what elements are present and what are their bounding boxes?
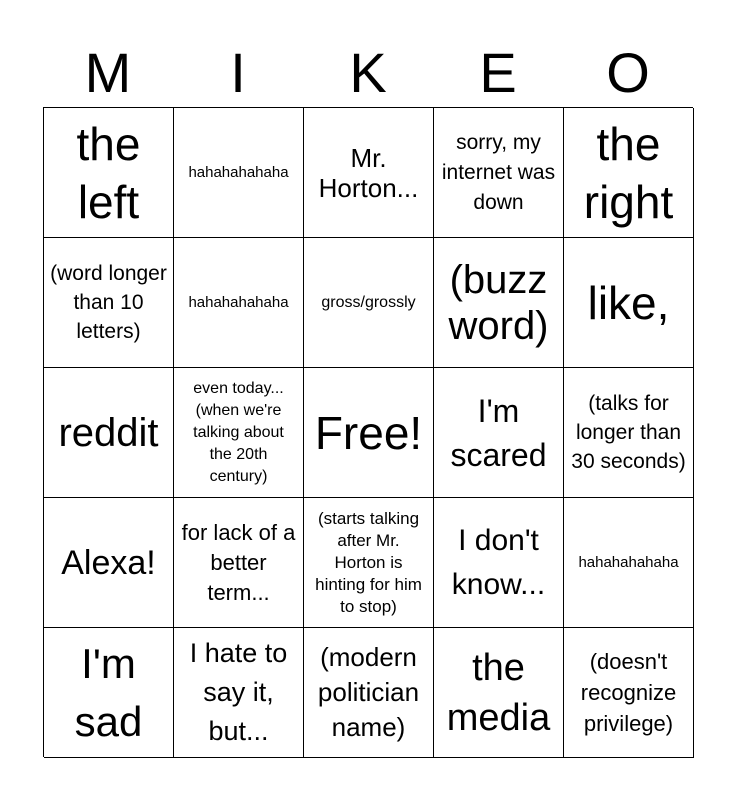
bingo-cell-r1c3[interactable] [304,108,434,238]
bingo-cell-r1c2[interactable] [174,108,304,238]
cell-text: the media [446,646,551,739]
bingo-cell-r1c5[interactable] [564,108,694,238]
cell-text: sorry, my internet was down [441,130,556,214]
cell-text: Alexa! [61,543,156,582]
cell-text: I don't know... [451,523,546,601]
bingo-board [43,107,693,757]
cell-text: I hate to say it, but... [189,638,288,746]
bingo-cell-r1c4[interactable] [434,108,564,238]
cell-text: Free! [314,406,423,459]
bingo-cell-r4c1[interactable] [44,498,174,628]
header-letter-i: I [230,41,246,104]
bingo-cell-r2c1[interactable] [44,238,174,368]
bingo-cell-r3c5[interactable] [564,368,694,498]
bingo-cell-r1c1[interactable] [44,108,174,238]
bingo-header [43,40,693,106]
bingo-cell-r3c4[interactable] [434,368,564,498]
header-letter-k: K [349,41,387,104]
cell-text: I'm scared [450,392,547,473]
bingo-cell-r4c4[interactable] [434,498,564,628]
bingo-cell-r5c3[interactable] [304,628,434,758]
cell-text: Mr. Horton... [318,142,419,203]
cell-text: reddit [58,410,159,455]
bingo-cell-r4c2[interactable] [174,498,304,628]
bingo-cell-r2c3[interactable] [304,238,434,368]
cell-text: (doesn't recognize privilege) [580,649,677,736]
bingo-cell-r3c1[interactable] [44,368,174,498]
cell-text: the right [583,117,674,228]
cell-text: (word longer than 10 letters) [50,262,167,343]
cell-text: (talks for longer than 30 seconds) [571,392,686,473]
header-letter-m: M [84,41,132,104]
cell-text: hahahahahaha [188,293,289,311]
bingo-cell-r2c2[interactable] [174,238,304,368]
header-letter-e: E [479,41,517,104]
cell-text: (modern politician name) [317,642,420,742]
bingo-cell-r5c1[interactable] [44,628,174,758]
cell-text: (buzz word) [448,257,549,348]
bingo-cell-r2c5[interactable] [564,238,694,368]
bingo-cell-r4c5[interactable] [564,498,694,628]
bingo-cell-r5c5[interactable] [564,628,694,758]
cell-text: (starts talking after Mr. Horton is hinting for him to stop) [315,508,422,616]
bingo-cell-r3c2[interactable] [174,368,304,498]
cell-text: the left [76,117,141,228]
cell-text: I'm sad [74,639,143,745]
cell-text: gross/grossly [321,293,416,311]
bingo-cell-r4c3[interactable] [304,498,434,628]
bingo-cell-r2c4[interactable] [434,238,564,368]
cell-text: hahahahahaha [578,553,679,571]
cell-text: hahahahahaha [188,163,289,181]
bingo-cell-r5c4[interactable] [434,628,564,758]
cell-text: like, [587,276,670,329]
cell-text: for lack of a better term... [181,519,296,605]
bingo-cell-r3c3[interactable] [304,368,434,498]
cell-text: even today... (when we're talking about the 20th century) [193,379,284,485]
header-letter-o: O [606,41,650,104]
bingo-cell-r5c2[interactable] [174,628,304,758]
